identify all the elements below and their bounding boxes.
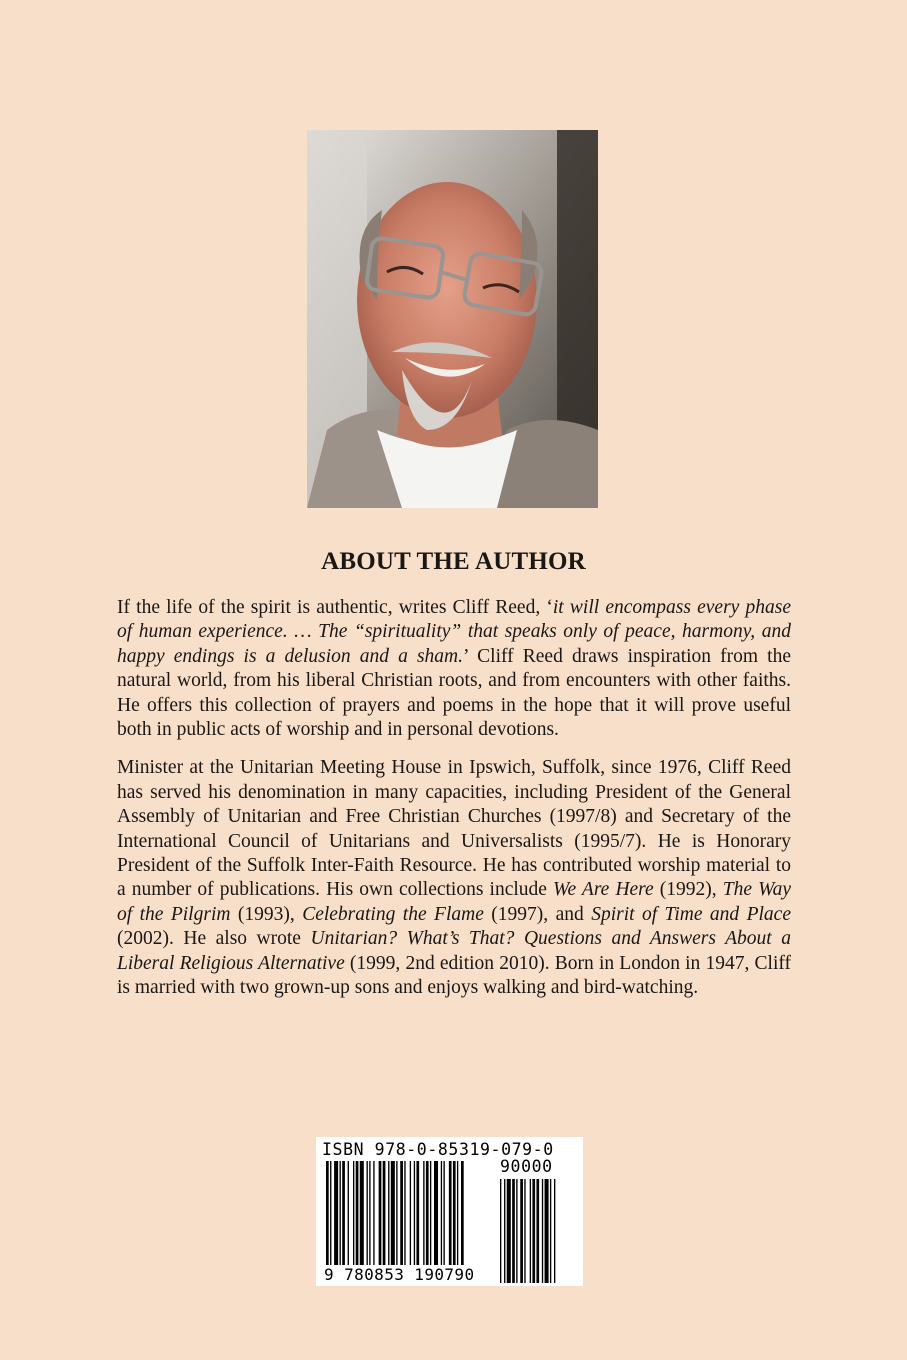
barcode-bar (530, 1179, 531, 1283)
barcode-bar (532, 1179, 535, 1283)
bio-text: Minister at the Unitarian Meeting House in Ipswich, Suffolk, since 1976, Cliff Reed has served his denomination in many capacities, including President of the General Assembly of Unitarian and Free Christian Churches (1997/8) and Secretary of the International Council of Unitarians and Universalists (1995/7). He is Honorary President of the Suffolk Inter-Faith Resource. He has contributed worship material to a number of publications. His own collections include (117, 757, 791, 901)
barcode-bar (500, 1179, 501, 1283)
barcode-bar (379, 1161, 382, 1265)
barcode-bar (536, 1179, 539, 1283)
bio-text: (1997), and (483, 903, 592, 925)
barcode-bar (550, 1179, 551, 1283)
author-photo (307, 130, 598, 508)
barcode-bar (391, 1161, 395, 1265)
barcode-bar (426, 1161, 429, 1265)
barcode-bar (443, 1161, 444, 1265)
book-title: Celebrating the Flame (302, 903, 484, 925)
barcode-bar (400, 1161, 403, 1265)
about-the-author-heading: ABOUT THE AUTHOR (321, 548, 586, 575)
book-title: Spirit of Time and Place (591, 903, 791, 925)
barcode-bar (457, 1161, 458, 1265)
price-code: 90000 (500, 1157, 553, 1176)
barcode-bar (356, 1161, 359, 1265)
barcode-bar (542, 1179, 543, 1283)
bio-paragraph-2 (117, 756, 791, 1000)
barcode-bar (404, 1161, 405, 1265)
barcode-bar (396, 1161, 397, 1265)
barcode-bar (545, 1179, 549, 1283)
barcode-bar (410, 1161, 411, 1265)
bio-text: If the life of the spirit is authentic, writes Cliff Reed, ‘ (117, 597, 553, 618)
ean-digits: 9 780853 190790 (324, 1265, 475, 1284)
book-title: We Are Here (553, 879, 654, 901)
barcode-bar (416, 1161, 419, 1265)
isbn-label: ISBN 978-0-85319-079-0 (322, 1140, 554, 1159)
barcode-bar (348, 1161, 349, 1265)
barcode-bar (512, 1179, 515, 1283)
book-title: Unitarian? What’s That? Questions and Answers About a Liberal Religious Alternative (117, 928, 791, 974)
barcode-bar (342, 1161, 345, 1265)
barcode-bar (340, 1161, 341, 1265)
book-title: The Way of the Pilgrim (117, 879, 791, 925)
barcode-bar (414, 1161, 415, 1265)
bio-text: (2002). He also wrote (117, 928, 311, 950)
barcode-bar (516, 1179, 517, 1283)
barcode-bar (524, 1179, 525, 1283)
bio-quote: it will encompass every phase of human experience. … The “spirituality” that speaks only of peace, harmony, and happy endings is a delusion and a sham. (117, 597, 791, 667)
barcode-bar (449, 1161, 452, 1265)
barcode-bar (373, 1161, 374, 1265)
barcode-bar (453, 1161, 456, 1265)
barcode-bar (360, 1161, 364, 1265)
barcode-bar (554, 1179, 555, 1283)
barcode-bar (423, 1161, 424, 1265)
barcode-bar (367, 1161, 368, 1265)
barcode-bar (441, 1161, 442, 1265)
bio-text: (1999, 2nd edition 2010). Born in London in 1947, Cliff is married with two grown-up sons and enjoys walking and bird-watching. (117, 952, 791, 999)
barcode-bar (353, 1161, 354, 1265)
barcode-bar (430, 1161, 431, 1265)
barcode-bar (383, 1161, 386, 1265)
barcode-bar (520, 1179, 523, 1283)
isbn-barcode (316, 1137, 583, 1286)
barcode-bar (434, 1161, 438, 1265)
bio-paragraph-1 (117, 596, 791, 742)
barcode-bar (507, 1179, 511, 1283)
barcode-bar (388, 1161, 389, 1265)
barcode-bar (369, 1161, 370, 1265)
bio-text: ’ Cliff Reed draws inspiration from the natural world, from his liberal Christian roots, and from encounters with other faiths. He offers this collection of prayers and poems in the hope that it will prove useful both in public acts of worship and in personal devotions. (117, 645, 792, 741)
bio-text: (1992), (653, 879, 723, 901)
barcode-bar (504, 1179, 505, 1283)
barcode-bar (334, 1161, 338, 1265)
bio-text: (1993), (230, 903, 303, 925)
author-bio (117, 596, 791, 1015)
